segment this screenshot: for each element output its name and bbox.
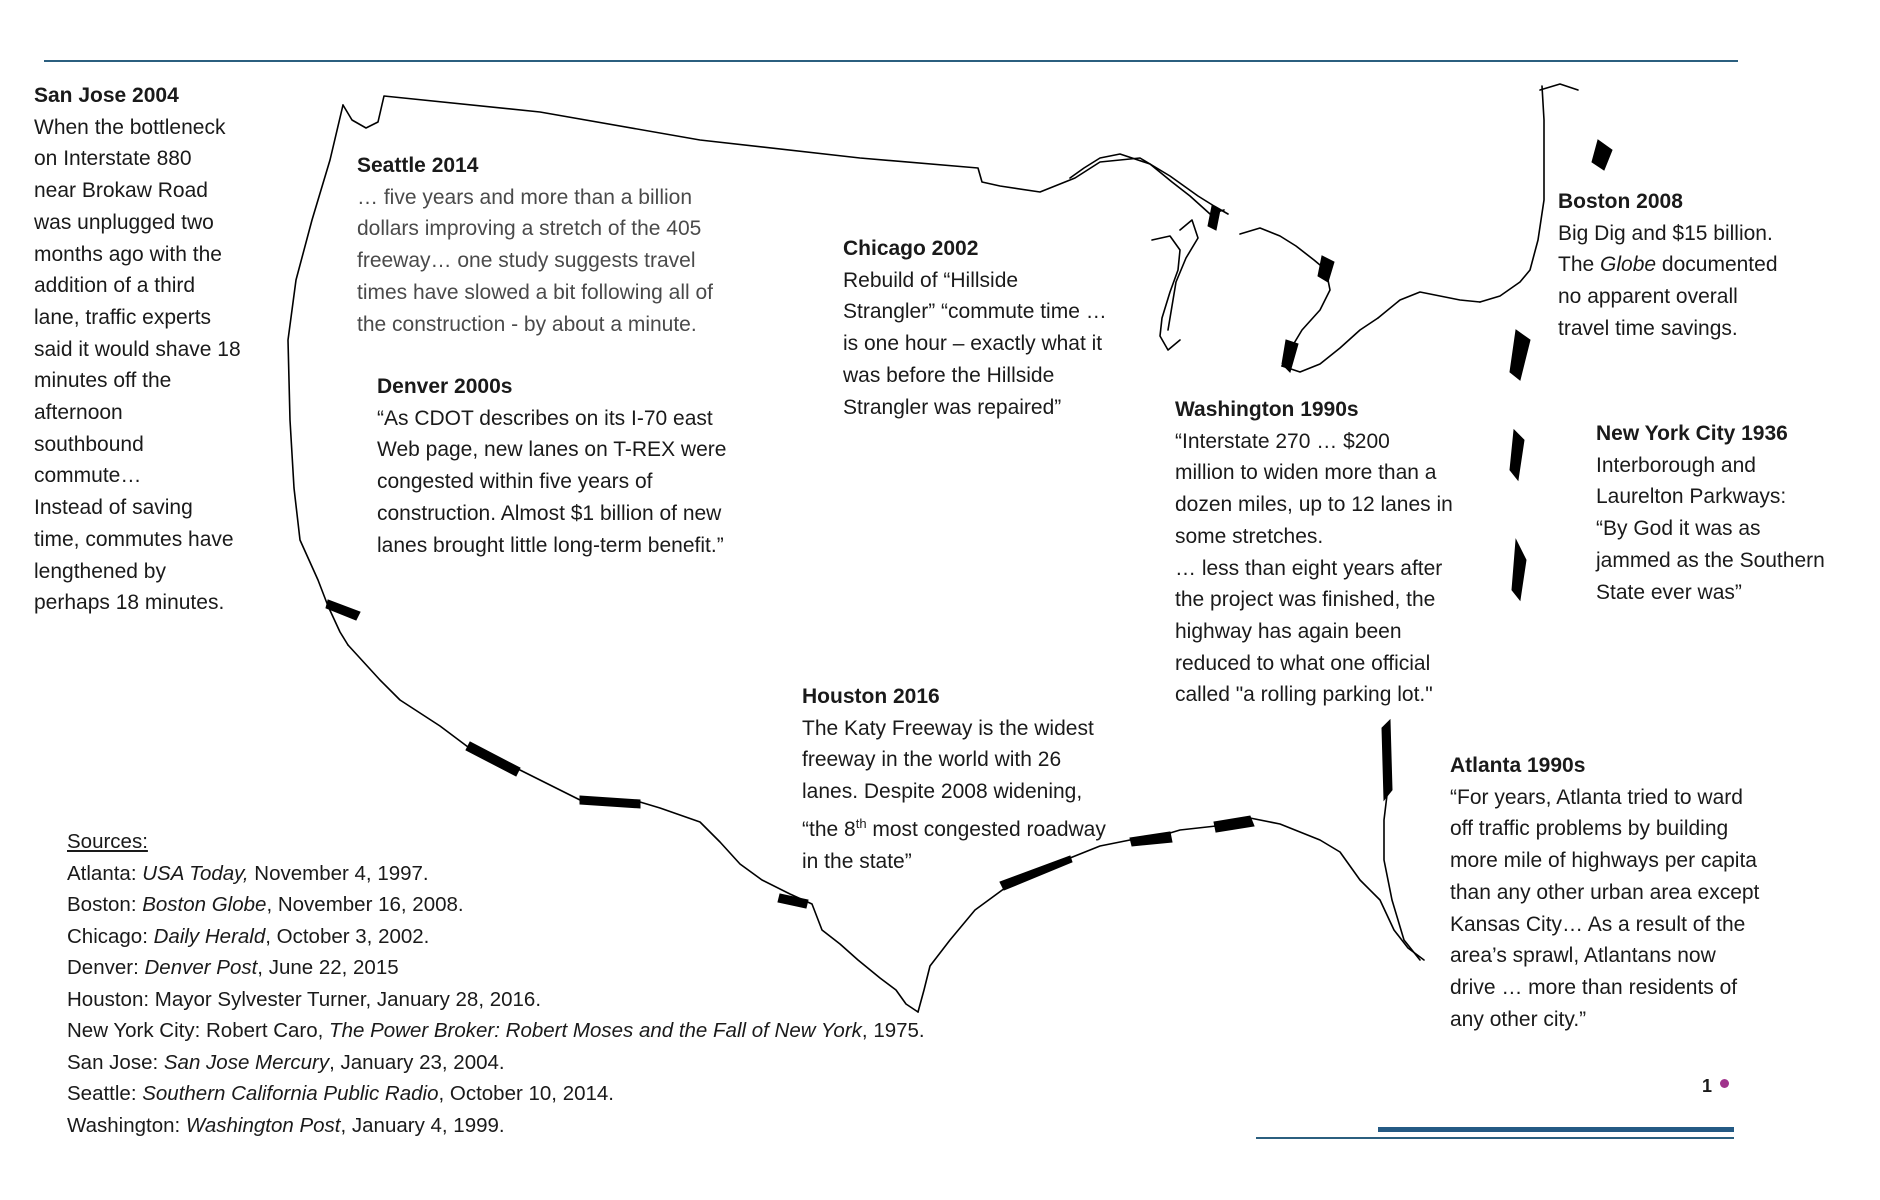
source-date: November 4, 1997.: [248, 861, 429, 885]
note-line: lanes. Despite 2008 widening,: [802, 780, 1083, 804]
coast-marking-7: [1214, 816, 1254, 832]
note-line: in the state”: [802, 849, 912, 873]
note-line: dozen miles, up to 12 lanes in: [1175, 493, 1453, 517]
ordinal-superscript: th: [855, 815, 867, 831]
note-line: Laurelton Parkways:: [1596, 485, 1787, 509]
note-line: afternoon: [34, 401, 123, 425]
note-line: near Brokaw Road: [34, 179, 208, 203]
note-line: The Katy Freeway is the widest: [802, 716, 1094, 740]
publication-name: Globe: [1600, 253, 1657, 277]
note-line: was before the Hillside: [843, 363, 1055, 387]
note-line: no apparent overall: [1558, 285, 1738, 309]
bullet-dot-icon: [1720, 1079, 1729, 1088]
source-label: Washington:: [67, 1113, 186, 1137]
note-line: off traffic problems by building: [1450, 817, 1729, 841]
note-line: some stretches.: [1175, 524, 1324, 548]
source-item: [67, 858, 925, 890]
note-line: million to widen more than a: [1175, 461, 1437, 485]
note-line: … less than eight years after: [1175, 556, 1443, 580]
page-number: 1: [1702, 1076, 1713, 1096]
source-publication: Washington Post: [185, 1113, 341, 1137]
note-line: is one hour – exactly what it: [843, 332, 1103, 356]
canada-ne-border: [1480, 86, 1544, 302]
source-item: [67, 1015, 925, 1047]
lake-superior: [1070, 154, 1224, 214]
bottom-rule-thin: [1256, 1137, 1734, 1139]
note-text: The: [1558, 253, 1601, 277]
note-line: months ago with the: [34, 242, 222, 266]
note-line: perhaps 18 minutes.: [34, 591, 225, 615]
note-line: was unplugged two: [34, 210, 214, 234]
note-line: freeway… one study suggests travel: [357, 249, 696, 273]
note-line: [1558, 249, 1858, 281]
source-item: [67, 984, 925, 1016]
source-item: [67, 921, 925, 953]
source-date: , October 10, 2014.: [438, 1082, 615, 1105]
note-line: Kansas City… As a result of the: [1450, 912, 1746, 936]
source-date: , October 3, 2002.: [265, 924, 430, 948]
note-line: Instead of saving: [34, 496, 193, 520]
coast-marking-8: [1382, 720, 1392, 800]
note-boston: [1558, 186, 1858, 345]
source-label: San Jose:: [67, 1050, 164, 1074]
note-line: addition of a third: [34, 274, 196, 298]
east-coast-upper: [1540, 84, 1578, 90]
note-text: “the 8: [802, 817, 856, 841]
note-line: Web page, new lanes on T-REX were: [377, 438, 727, 462]
pacific-coast: [288, 105, 348, 645]
note-line: Rebuild of “Hillside: [843, 268, 1019, 292]
note-seattle: [357, 150, 797, 340]
source-publication: Southern California Public Radio: [142, 1082, 439, 1105]
note-title: Chicago 2002: [843, 237, 979, 260]
source-date: , June 22, 2015: [257, 956, 399, 979]
note-line: travel time savings.: [1558, 316, 1738, 340]
note-line: commute…: [34, 464, 142, 488]
note-title: Seattle 2014: [357, 154, 479, 177]
note-line: the project was finished, the: [1175, 588, 1436, 612]
note-line: dollars improving a stretch of the 405: [357, 217, 702, 241]
note-line: When the bottleneck: [34, 115, 226, 139]
source-publication: Boston Globe: [142, 893, 267, 916]
note-text: documented: [1656, 253, 1778, 277]
source-date: , November 16, 2008.: [266, 893, 464, 916]
note-line: the construction - by about a minute.: [357, 312, 697, 336]
source-item: [67, 952, 925, 984]
note-line: “By God it was as: [1596, 517, 1761, 541]
note-title: Houston 2016: [802, 685, 940, 708]
note-line: State ever was”: [1596, 580, 1742, 604]
sources-list: [67, 826, 925, 1141]
coast-marking-3: [580, 796, 640, 808]
source-label: Chicago:: [67, 924, 154, 948]
note-denver: [377, 371, 817, 561]
coast-marking-14: [1318, 256, 1334, 282]
note-line: “For years, Atlanta tried to ward: [1450, 785, 1743, 809]
lake-ontario: [1378, 292, 1480, 318]
note-line: Strangler” “commute time …: [843, 300, 1107, 324]
note-line: construction. Almost $1 billion of new: [377, 501, 722, 525]
note-line: area’s sprawl, Atlantans now: [1450, 944, 1716, 968]
note-line: jammed as the Southern: [1596, 548, 1825, 572]
bottom-rule-thick: [1378, 1127, 1734, 1132]
note-line: freeway in the world with 26: [802, 748, 1062, 772]
note-line: lengthened by: [34, 559, 166, 583]
coast-marking-1: [326, 600, 360, 620]
note-line: time, commutes have: [34, 527, 234, 551]
source-label: Seattle:: [67, 1082, 143, 1105]
note-san-jose: [34, 80, 294, 619]
source-publication: Daily Herald: [153, 924, 266, 948]
note-line: times have slowed a bit following all of: [357, 280, 714, 304]
note-new-york: [1596, 418, 1878, 608]
source-label: Denver:: [67, 956, 145, 979]
source-date: , 1975.: [861, 1019, 925, 1042]
source-label: New York City: Robert Caro,: [67, 1019, 330, 1042]
source-item: [67, 889, 925, 921]
note-title: Denver 2000s: [377, 375, 513, 398]
source-label: Houston: Mayor Sylvester Turner, January 28, 2016.: [67, 987, 542, 1011]
note-line: lane, traffic experts: [34, 305, 212, 329]
source-label: Atlanta:: [67, 861, 143, 885]
note-title: San Jose 2004: [34, 84, 179, 107]
note-line: on Interstate 880: [34, 147, 192, 171]
sources-header: Sources:: [67, 830, 148, 853]
note-line: Interborough and: [1596, 453, 1756, 477]
michigan-west: [1168, 220, 1198, 330]
coast-marking-15: [1208, 206, 1220, 230]
note-line: than any other urban area except: [1450, 880, 1760, 904]
note-text: most congested roadway: [866, 817, 1106, 841]
coast-marking-2: [466, 742, 520, 776]
note-line: Big Dig and $15 billion.: [1558, 221, 1773, 245]
note-line: drive … more than residents of: [1450, 975, 1738, 999]
source-date: , January 4, 1999.: [340, 1113, 505, 1137]
note-line: … five years and more than a billion: [357, 185, 693, 209]
note-line: Strangler was repaired”: [843, 395, 1062, 419]
source-publication: Denver Post: [144, 956, 258, 979]
note-chicago: [843, 233, 1163, 423]
note-line: highway has again been: [1175, 619, 1402, 643]
east-coast-lower: [1384, 770, 1420, 960]
note-title: Boston 2008: [1558, 190, 1683, 213]
note-line: minutes off the: [34, 369, 172, 393]
note-line: “Interstate 270 … $200: [1175, 429, 1390, 453]
note-line: called "a rolling parking lot.": [1175, 683, 1433, 707]
note-line: “As CDOT describes on its I-70 east: [377, 406, 713, 430]
source-date: , January 23, 2004.: [329, 1050, 505, 1074]
note-title: Atlanta 1990s: [1450, 754, 1586, 777]
note-line: congested within five years of: [377, 470, 653, 494]
note-line: more mile of highways per capita: [1450, 849, 1757, 873]
coast-marking-12: [1592, 140, 1612, 170]
note-atlanta: [1450, 750, 1830, 1035]
note-line: southbound: [34, 432, 144, 456]
source-label: Boston:: [67, 893, 143, 916]
source-item: [67, 1047, 925, 1079]
source-item: [67, 1110, 925, 1142]
source-publication: San Jose Mercury: [163, 1050, 330, 1074]
coast-marking-9: [1510, 330, 1530, 380]
note-line: reduced to what one official: [1175, 651, 1431, 675]
source-item: [67, 1078, 925, 1110]
source-publication: USA Today,: [142, 861, 249, 885]
note-line: said it would shave 18: [34, 337, 241, 361]
note-line: lanes brought little long-term benefit.”: [377, 533, 724, 557]
note-title: New York City 1936: [1596, 422, 1788, 445]
source-publication: The Power Broker: Robert Moses and the Fall of New York: [329, 1019, 862, 1042]
note-washington: [1175, 394, 1515, 711]
note-title: Washington 1990s: [1175, 398, 1359, 421]
note-line: any other city.”: [1450, 1007, 1587, 1031]
